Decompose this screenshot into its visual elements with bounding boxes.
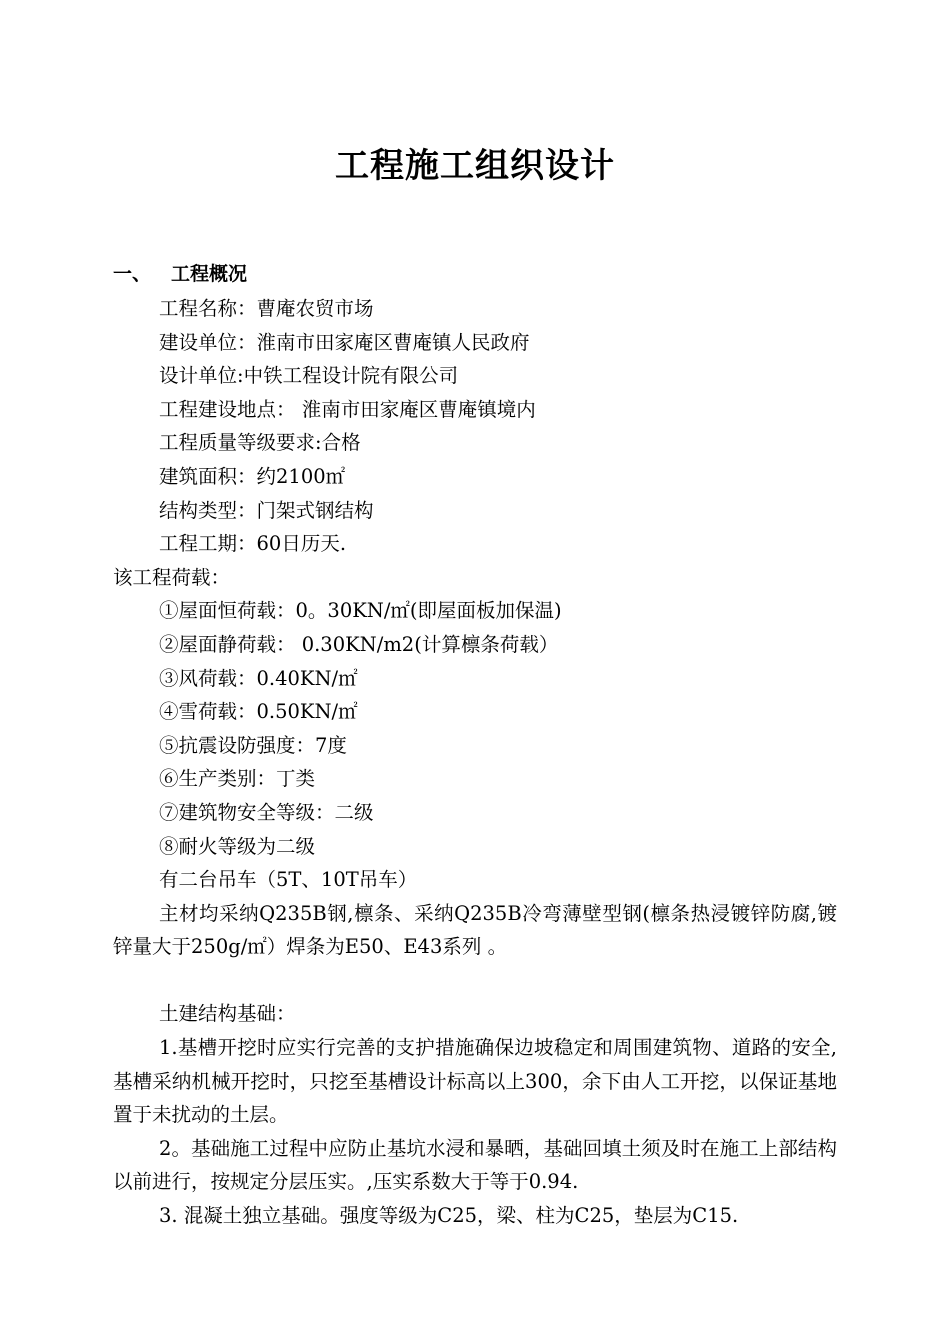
load-item-cranes: 有二台吊车（5T、10T吊车）: [159, 868, 418, 892]
foundation-item-1: 1.基槽开挖时应实行完善的支护措施确保边坡稳定和周围建筑物、道路的安全,基槽采纳机械开挖时，只挖至基槽设计标高以上300，余下由人工开挖，以保证基地置于未扰动的土层。: [113, 1036, 837, 1127]
materials-paragraph: 主材均采纳Q235B钢,檩条、采纳Q235B冷弯薄壁型钢(檩条热浸镀锌防腐,镀锌量大于250g/㎡）焊条为E50、E43系列 。: [113, 901, 837, 959]
overview-line-structure: 结构类型：门架式钢结构: [159, 498, 374, 522]
overview-line-project-name: 工程名称：曹庵农贸市场: [159, 297, 374, 320]
load-item-safety: ⑦建筑物安全等级：二级: [159, 800, 374, 824]
overview-line-client: 建设单位：淮南市田家庵区曹庵镇人民政府: [159, 330, 530, 354]
overview-line-area: 建筑面积：约2100㎡: [159, 464, 346, 488]
overview-line-duration: 工程工期：60日历天.: [159, 532, 347, 556]
blank-line: [113, 964, 837, 998]
overview-line-quality: 工程质量等级要求:合格: [159, 431, 361, 455]
foundation-item-3: 3. 混凝土独立基础。强度等级为C25，梁、柱为C25，垫层为C15.: [159, 1204, 739, 1228]
loads-label: 该工程荷载：: [113, 565, 231, 589]
overview-line-designer: 设计单位:中铁工程设计院有限公司: [159, 364, 459, 388]
load-item-fire: ⑧耐火等级为二级: [159, 834, 316, 858]
load-item-wind: ③风荷载：0.40KN/㎡: [159, 666, 358, 690]
document-title: 工程施工组织设计: [335, 146, 615, 186]
overview-line-location: 工程建设地点： 淮南市田家庵区曹庵镇境内: [159, 397, 536, 421]
foundation-label: 土建结构基础：: [159, 1002, 296, 1026]
load-item-category: ⑥生产类别：丁类: [159, 767, 316, 791]
load-item-roof-dead: ①屋面恒荷载：0。30KN/㎡(即屋面板加保温): [159, 599, 562, 623]
load-item-roof-static: ②屋面静荷载： 0.30KN/m2(计算檩条荷载）: [159, 632, 559, 656]
foundation-item-2: 2。基础施工过程中应防止基坑水浸和暴晒，基础回填土须及时在施工上部结构以前进行，按规定分层压实。,压实系数大于等于0.94.: [113, 1136, 837, 1194]
document-body: [113, 292, 837, 1233]
section-number: 一、: [113, 263, 152, 285]
load-item-seismic: ⑤抗震设防强度：7度: [159, 733, 347, 757]
section-title: 工程概况: [171, 263, 248, 285]
section-heading: [113, 258, 247, 290]
load-item-snow: ④雪荷载：0.50KN/㎡: [159, 700, 358, 724]
